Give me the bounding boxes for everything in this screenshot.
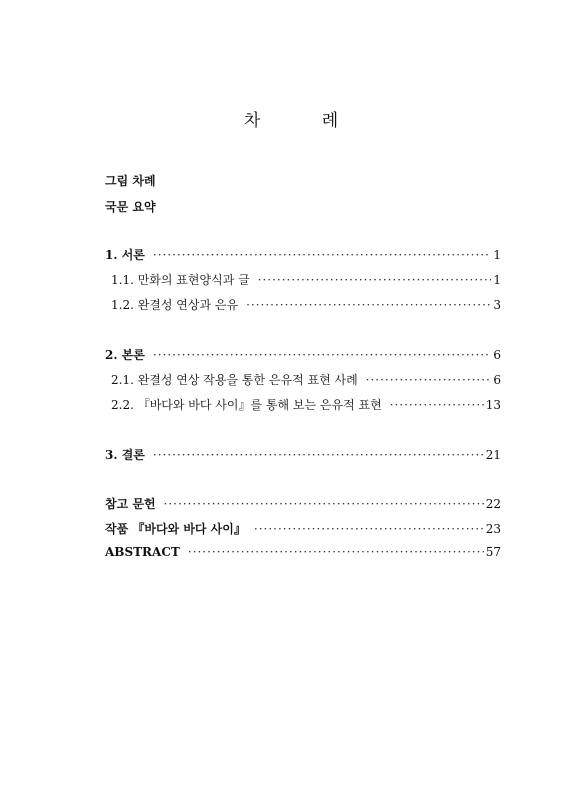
toc-entry-page: 6 (493, 348, 501, 362)
dot-leader (153, 248, 491, 262)
toc-entry-introduction[interactable] (105, 246, 501, 264)
toc-entry-page: 23 (485, 522, 501, 536)
toc-entry-label: 작품 『바다와 바다 사이』 (105, 522, 246, 536)
toc-entry-2-2[interactable] (111, 396, 501, 414)
toc-entry-page: 6 (493, 373, 501, 387)
toc-entry-1-1[interactable] (111, 271, 501, 289)
toc-entry-label: ABSTRACT (105, 545, 180, 559)
dot-leader (153, 448, 484, 462)
toc-entry-conclusion[interactable] (105, 446, 501, 464)
toc-entry-label: 2.1. 완결성 연상 작용을 통한 은유적 표현 사례 (111, 373, 358, 387)
front-matter-abstract[interactable]: 국문 요약 (105, 200, 156, 214)
toc-entry-2-1[interactable] (111, 371, 501, 389)
dot-leader (390, 398, 484, 412)
toc-entry-page: 1 (493, 273, 501, 287)
dot-leader (188, 545, 484, 559)
dot-leader (246, 298, 491, 312)
toc-entry-work[interactable] (105, 520, 501, 538)
toc-entry-references[interactable] (105, 495, 501, 513)
dot-leader (153, 348, 491, 362)
toc-entry-1-2[interactable] (111, 296, 501, 314)
toc-entry-page: 57 (485, 545, 501, 559)
toc-entry-label: 1. 서론 (105, 248, 145, 262)
toc-entry-label: 1.1. 만화의 표현양식과 글 (111, 273, 250, 287)
dot-leader (254, 522, 484, 536)
toc-entry-page: 13 (485, 398, 501, 412)
toc-entry-page: 1 (493, 248, 501, 262)
toc-entry-page: 21 (485, 448, 501, 462)
page-title: 차 례 (243, 111, 367, 131)
toc-entry-label: 2.2. 『바다와 바다 사이』를 통해 보는 은유적 표현 (111, 398, 382, 412)
dot-leader (164, 497, 484, 511)
dot-leader (366, 373, 492, 387)
toc-entry-label: 2. 본론 (105, 348, 145, 362)
toc-entry-page: 3 (493, 298, 501, 312)
toc-entry-abstract[interactable] (105, 545, 501, 563)
front-matter-figures[interactable]: 그림 차례 (105, 174, 156, 188)
toc-entry-label: 1.2. 완결성 연상과 은유 (111, 298, 239, 312)
toc-entry-page: 22 (485, 497, 501, 511)
dot-leader (258, 273, 492, 287)
toc-entry-label: 참고 문헌 (105, 497, 156, 511)
toc-entry-body[interactable] (105, 346, 501, 364)
toc-entry-label: 3. 결론 (105, 448, 145, 462)
